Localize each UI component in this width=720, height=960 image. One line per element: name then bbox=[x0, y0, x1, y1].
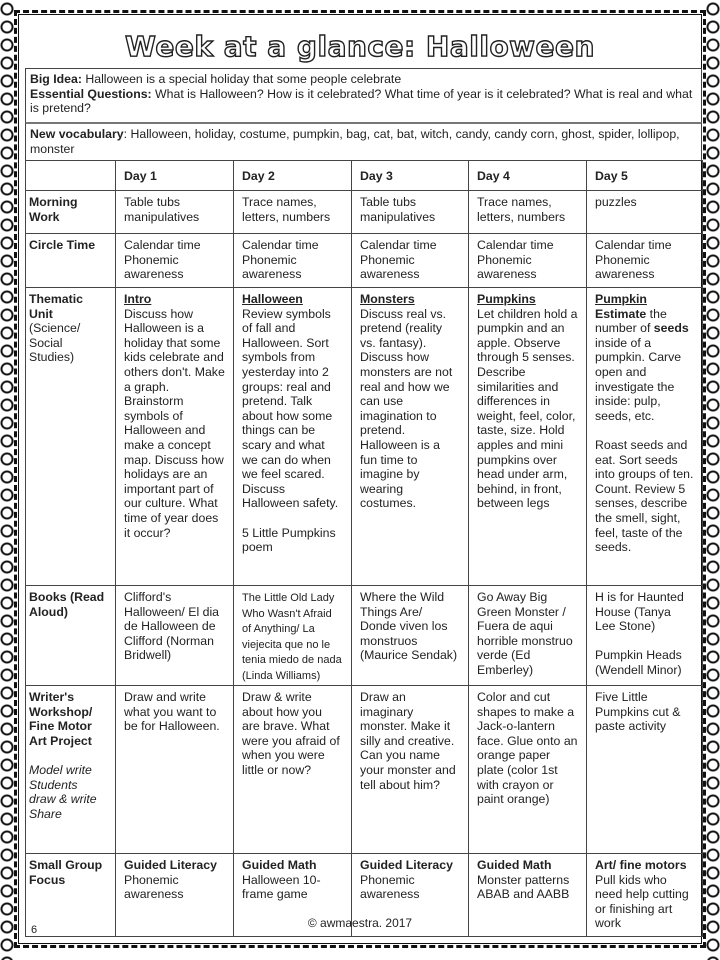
cell-text bbox=[242, 511, 245, 525]
cell-text: Pumpkin bbox=[595, 292, 647, 306]
cell-text: Phonemic awareness bbox=[124, 872, 184, 902]
header-corner bbox=[26, 161, 116, 191]
day-5-cell bbox=[587, 234, 703, 288]
copyright-footer: © awmaestra. 2017 bbox=[307, 916, 413, 930]
header-day-3: Day 3 bbox=[352, 161, 469, 191]
table-row bbox=[26, 586, 703, 686]
cell-line bbox=[477, 690, 578, 807]
cell-text: Writer's Workshop/ Fine Motor Art Project bbox=[29, 690, 93, 748]
cell-line bbox=[477, 873, 578, 902]
row-label bbox=[26, 191, 116, 234]
day-3-cell bbox=[352, 586, 469, 686]
cell-text: Calendar time Phonemic awareness bbox=[124, 238, 201, 282]
schedule-table bbox=[25, 160, 703, 937]
day-4-cell bbox=[469, 686, 587, 854]
cell-line bbox=[360, 690, 460, 792]
cell-text bbox=[595, 423, 598, 437]
cell-text: Review symbols of fall and Halloween. Sort symbols from yesterday into 2 groups: real and pretend. Talk about how some things can be scary and what we can do when we feel scared. bbox=[242, 306, 333, 482]
cell-line bbox=[242, 873, 343, 902]
cell-line bbox=[124, 238, 225, 282]
cell-text: the number of bbox=[595, 306, 667, 336]
cell-text: Books (Read Aloud) bbox=[29, 590, 105, 619]
cell-text: Five Little Pumpkins cut & paste activity bbox=[595, 690, 681, 734]
cell-line bbox=[242, 590, 343, 683]
vocabulary-text: : Halloween, holiday, costume, pumpkin, bag, cat, bat, witch, candy, candy corn, ghost, spider, lollipop, monster bbox=[30, 127, 680, 156]
day-5-cell bbox=[587, 288, 703, 586]
cell-line bbox=[595, 648, 694, 677]
day-1-cell bbox=[116, 191, 234, 234]
cell-text: Phonemic awareness bbox=[360, 872, 420, 902]
cell-text: Draw & write about how you are brave. What were you afraid of when you were little or now? bbox=[242, 690, 340, 777]
cell-line bbox=[124, 590, 225, 663]
table-row bbox=[26, 686, 703, 854]
day-1-cell bbox=[116, 288, 234, 586]
cell-text: Roast seeds and eat. Sort seeds into groups of ten. Count. Review 5 senses, describe the smell, sight, feel, taste of the seeds. bbox=[595, 437, 694, 555]
day-4-cell bbox=[469, 586, 587, 686]
cell-text bbox=[595, 634, 598, 648]
day-3-cell bbox=[352, 234, 469, 288]
row-label bbox=[26, 288, 116, 586]
cell-line bbox=[360, 858, 460, 873]
cell-line bbox=[477, 590, 578, 678]
cell-line bbox=[242, 526, 343, 555]
cell-line bbox=[242, 690, 343, 778]
cell-line bbox=[124, 858, 225, 873]
cell-line bbox=[29, 321, 107, 365]
cell-line bbox=[595, 195, 694, 210]
essential-questions-label: Essential Questions: bbox=[30, 86, 152, 101]
cell-line bbox=[595, 438, 694, 555]
cell-text: Trace names, letters, numbers bbox=[477, 195, 566, 224]
big-idea-label: Big Idea: bbox=[30, 72, 82, 86]
cell-text: Discuss how Halloween is a holiday that some kids celebrate and others don't. Make a graph. Brainstorm symbols of Halloween and make a concept map. Discuss how holidays are an important part of our culture. What time of year does it occur? bbox=[124, 306, 225, 540]
cell-line bbox=[477, 195, 578, 224]
table-row bbox=[26, 191, 703, 234]
day-5-cell bbox=[587, 686, 703, 854]
day-3-cell bbox=[352, 191, 469, 234]
cell-line bbox=[360, 307, 460, 511]
cell-line bbox=[477, 292, 578, 307]
cell-text: Estimate bbox=[595, 306, 647, 321]
cell-text: Guided Literacy bbox=[360, 858, 453, 872]
essential-questions-text: What is Halloween? How is it celebrated? What time of year is it celebrated? What is real and what is pretend? bbox=[30, 86, 693, 115]
cell-text: Calendar time Phonemic awareness bbox=[477, 238, 554, 282]
cell-line bbox=[242, 292, 343, 307]
cell-line bbox=[242, 482, 343, 511]
cell-text: puzzles bbox=[595, 195, 637, 209]
cell-line bbox=[595, 423, 694, 438]
cell-line bbox=[29, 195, 107, 224]
cell-text: Pull kids who need help cutting or finishing art work bbox=[595, 872, 689, 931]
cell-line bbox=[242, 511, 343, 526]
cell-line bbox=[360, 292, 460, 307]
page-title: Week at a glance: Halloween bbox=[125, 30, 595, 63]
cell-line bbox=[124, 690, 225, 734]
page-number: 6 bbox=[31, 924, 38, 936]
cell-text: Calendar time Phonemic awareness bbox=[595, 238, 672, 282]
cell-line bbox=[29, 690, 107, 748]
cell-text: Art/ fine motors bbox=[595, 858, 687, 872]
row-label bbox=[26, 234, 116, 288]
cell-line bbox=[477, 238, 578, 282]
cell-text: Color and cut shapes to make a Jack-o-lantern face. Glue onto an orange paper plate (color 1st with crayon or paint orange) bbox=[477, 690, 578, 807]
cell-line bbox=[595, 634, 694, 649]
cell-text: Draw and write what you want to be for Halloween. bbox=[124, 690, 220, 734]
cell-text: The Little Old Lady Who Wasn't Afraid of Anything/ La viejecita que no le tenia miedo de nada (Linda Williams) bbox=[242, 592, 342, 682]
day-3-cell bbox=[352, 288, 469, 586]
day-1-cell bbox=[116, 686, 234, 854]
cell-line bbox=[360, 195, 460, 224]
cell-line bbox=[477, 858, 578, 873]
day-1-cell bbox=[116, 234, 234, 288]
day-2-cell bbox=[234, 288, 352, 586]
cell-line bbox=[595, 690, 694, 734]
cell-line bbox=[595, 307, 694, 424]
header-day-5: Day 5 bbox=[587, 161, 703, 191]
cell-text: Small Group Focus bbox=[29, 858, 103, 887]
cell-text: (Science/ Social Studies) bbox=[29, 321, 81, 365]
cell-text: Halloween 10-frame game bbox=[242, 872, 321, 902]
cell-line bbox=[29, 292, 107, 321]
big-idea-text: Halloween is a special holiday that some people celebrate bbox=[81, 72, 402, 86]
cell-line bbox=[124, 873, 225, 902]
table-header-row bbox=[26, 161, 703, 191]
cell-text: Guided Math bbox=[242, 858, 317, 872]
big-idea-box bbox=[25, 68, 702, 123]
table-row bbox=[26, 234, 703, 288]
cell-line bbox=[124, 195, 225, 224]
cell-text: Guided Literacy bbox=[124, 858, 217, 872]
cell-text: Pumpkins bbox=[477, 292, 536, 306]
cell-line bbox=[242, 858, 343, 873]
cell-text: Model write Students draw & write Share bbox=[29, 762, 97, 821]
cell-text bbox=[29, 748, 32, 762]
cell-text: inside of a pumpkin. Carve open and investigate the inside: pulp, seeds, etc. bbox=[595, 335, 682, 423]
cell-line bbox=[595, 292, 694, 307]
cell-line bbox=[29, 858, 107, 887]
scalloped-border-right bbox=[706, 0, 720, 960]
cell-line bbox=[124, 292, 225, 307]
cell-line bbox=[360, 238, 460, 282]
day-5-cell bbox=[587, 586, 703, 686]
day-3-cell bbox=[352, 686, 469, 854]
cell-text: Clifford's Halloween/ El dia de Halloween de Clifford (Norman Bridwell) bbox=[124, 590, 220, 663]
cell-text: Table tubs manipulatives bbox=[360, 195, 436, 224]
cell-text: seeds bbox=[653, 321, 689, 336]
cell-text: Pumpkin Heads (Wendell Minor) bbox=[595, 648, 682, 677]
row-label bbox=[26, 686, 116, 854]
cell-text: Trace names, letters, numbers bbox=[242, 195, 331, 224]
cell-text: Intro bbox=[124, 292, 152, 306]
cell-line bbox=[124, 307, 225, 541]
header-day-2: Day 2 bbox=[234, 161, 352, 191]
cell-line bbox=[595, 590, 694, 634]
cell-text: Calendar time Phonemic awareness bbox=[360, 238, 437, 282]
cell-text: Where the Wild Things Are/ Donde viven los monstruos (Maurice Sendak) bbox=[360, 590, 458, 663]
cell-text: Morning Work bbox=[29, 195, 78, 224]
cell-line bbox=[29, 763, 107, 821]
cell-text: Table tubs manipulatives bbox=[124, 195, 200, 224]
cell-line bbox=[595, 238, 694, 282]
cell-text: Discuss Halloween safety. bbox=[242, 481, 339, 511]
scalloped-border-left bbox=[0, 0, 14, 960]
cell-text: Go Away Big Green Monster / Fuera de aqui horrible monstruo verde (Ed Emberley) bbox=[477, 590, 573, 677]
cell-line bbox=[242, 307, 343, 482]
cell-line bbox=[360, 590, 460, 663]
cell-text: Monsters bbox=[360, 292, 415, 306]
day-2-cell bbox=[234, 191, 352, 234]
cell-text: Draw an imaginary monster. Make it silly and creative. Can you name your monster and tell about him? bbox=[360, 690, 456, 792]
header-day-4: Day 4 bbox=[469, 161, 587, 191]
day-5-cell bbox=[587, 191, 703, 234]
cell-text: 5 Little Pumpkins poem bbox=[242, 525, 336, 555]
cell-text: Thematic Unit bbox=[29, 292, 83, 321]
cell-text: Calendar time Phonemic awareness bbox=[242, 238, 319, 282]
cell-line bbox=[595, 858, 694, 873]
cell-line bbox=[477, 307, 578, 511]
day-4-cell bbox=[469, 191, 587, 234]
vocabulary-box bbox=[25, 122, 702, 161]
day-1-cell bbox=[116, 586, 234, 686]
cell-line bbox=[242, 195, 343, 224]
cell-text: Halloween bbox=[242, 292, 303, 306]
day-2-cell bbox=[234, 686, 352, 854]
header-day-1: Day 1 bbox=[116, 161, 234, 191]
day-2-cell bbox=[234, 586, 352, 686]
row-label bbox=[26, 586, 116, 686]
cell-line bbox=[360, 873, 460, 902]
cell-text: Guided Math bbox=[477, 858, 552, 872]
cell-text: Let children hold a pumpkin and an apple. Observe through 5 senses. Describe similarities and differences in weight, feel, color, taste, size. Hold apples and mini pumpkins over head under arm, behind, in front, between legs bbox=[477, 306, 578, 511]
day-2-cell bbox=[234, 234, 352, 288]
table-row bbox=[26, 288, 703, 586]
cell-line bbox=[242, 238, 343, 282]
cell-line bbox=[29, 748, 107, 763]
day-4-cell bbox=[469, 288, 587, 586]
cell-line bbox=[29, 590, 107, 619]
cell-text: Monster patterns ABAB and AABB bbox=[477, 872, 570, 902]
cell-text: Circle Time bbox=[29, 238, 96, 252]
cell-text: H is for Haunted House (Tanya Lee Stone) bbox=[595, 590, 684, 634]
day-4-cell bbox=[469, 234, 587, 288]
cell-text: Discuss real vs. pretend (reality vs. fantasy). Discuss how monsters are not real and how we can use imagination to pretend. Halloween is a fun time to imagine by wearing costumes. bbox=[360, 306, 453, 511]
cell-line bbox=[29, 238, 107, 253]
vocabulary-label: New vocabulary bbox=[30, 127, 124, 141]
